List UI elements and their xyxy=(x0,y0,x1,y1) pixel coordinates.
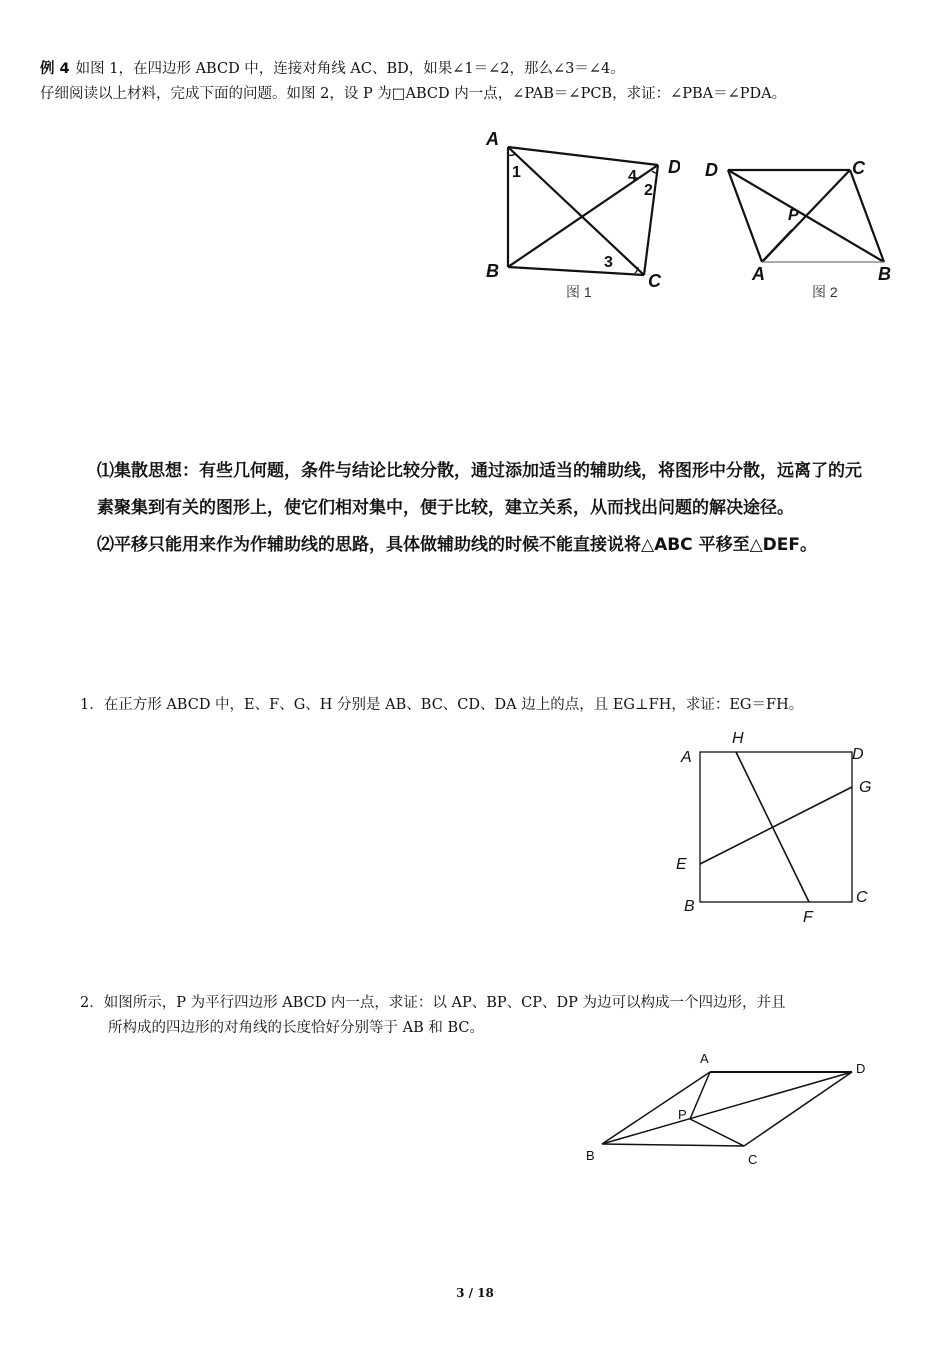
q2-label-d: D xyxy=(856,1061,866,1076)
fig2-caption: 图 2 xyxy=(812,284,838,300)
example4-statement: 如图 1，在四边形 ABCD 中，连接对角线 AC、BD，如果∠1＝∠2，那么∠3＝∠4。 xyxy=(75,61,625,77)
fig2-label-c: C xyxy=(852,158,865,178)
q2-label-c: C xyxy=(748,1152,758,1167)
fig1-angle-3: 3 xyxy=(604,254,613,271)
page-number: 3 / 18 xyxy=(456,1286,494,1300)
q1-label-c: C xyxy=(856,889,868,906)
notes-block xyxy=(97,453,867,564)
question-2-figure xyxy=(580,1048,880,1177)
q1-label-a: A xyxy=(681,749,692,766)
q1-label-f: F xyxy=(803,909,813,926)
question-1-figure xyxy=(668,725,888,934)
note-1: ⑴集散思想：有些几何题，条件与结论比较分散，通过添加适当的辅助线，将图形中分散，远离了的元素聚集到有关的图形上，使它们相对集中，便于比较，建立关系，从而找出问题的解决途径。 xyxy=(97,461,862,518)
question-2-line2: 所构成的四边形的对角线的长度恰好分别等于 AB 和 BC。 xyxy=(108,1020,484,1036)
q2-label-p: P xyxy=(678,1107,687,1122)
fig1-label-a: A xyxy=(486,129,499,149)
fig1-label-c: C xyxy=(648,271,661,291)
q1-label-b: B xyxy=(684,898,695,915)
fig1-caption: 图 1 xyxy=(566,284,592,300)
fig1-label-b: B xyxy=(486,261,499,281)
example4-statement-line xyxy=(40,57,625,78)
fig1-angle-4: 4 xyxy=(628,168,637,185)
fig2-label-b: B xyxy=(878,264,891,284)
figure-1 xyxy=(480,125,680,309)
q1-label-g: G xyxy=(859,779,872,796)
fig1-label-d: D xyxy=(668,157,680,177)
fig2-label-a: A xyxy=(752,264,765,284)
q2-label-b: B xyxy=(586,1148,595,1163)
q2-label-a: A xyxy=(700,1051,709,1066)
example4-task: 仔细阅读以上材料，完成下面的问题。如图 2，设 P 为□ABCD 内一点，∠PAB＝∠PCB，求证：∠PBA＝∠PDA。 xyxy=(40,86,787,102)
question-1-text: 1．在正方形 ABCD 中，E、F、G、H 分别是 AB、BC、CD、DA 边上的点，且 EG⊥FH，求证：EG＝FH。 xyxy=(80,697,804,713)
q1-label-d: D xyxy=(852,746,864,763)
fig2-label-p: P xyxy=(788,207,799,224)
fig1-angle-1: 1 xyxy=(512,164,521,181)
q1-label-h: H xyxy=(732,730,744,747)
question-2-line1: 2．如图所示，P 为平行四边形 ABCD 内一点，求证：以 AP、BP、CP、DP 为边可以构成一个四边形，并且 xyxy=(80,995,786,1011)
example4-tag: 例 4 xyxy=(40,61,70,77)
note-2: ⑵平移只能用来作为作辅助线的思路，具体做辅助线的时候不能直接说将△ABC 平移至△DEF。 xyxy=(97,535,817,555)
figure-2 xyxy=(700,150,910,309)
q1-label-e: E xyxy=(676,856,687,873)
fig2-label-d: D xyxy=(705,160,718,180)
fig1-angle-2: 2 xyxy=(644,182,653,199)
